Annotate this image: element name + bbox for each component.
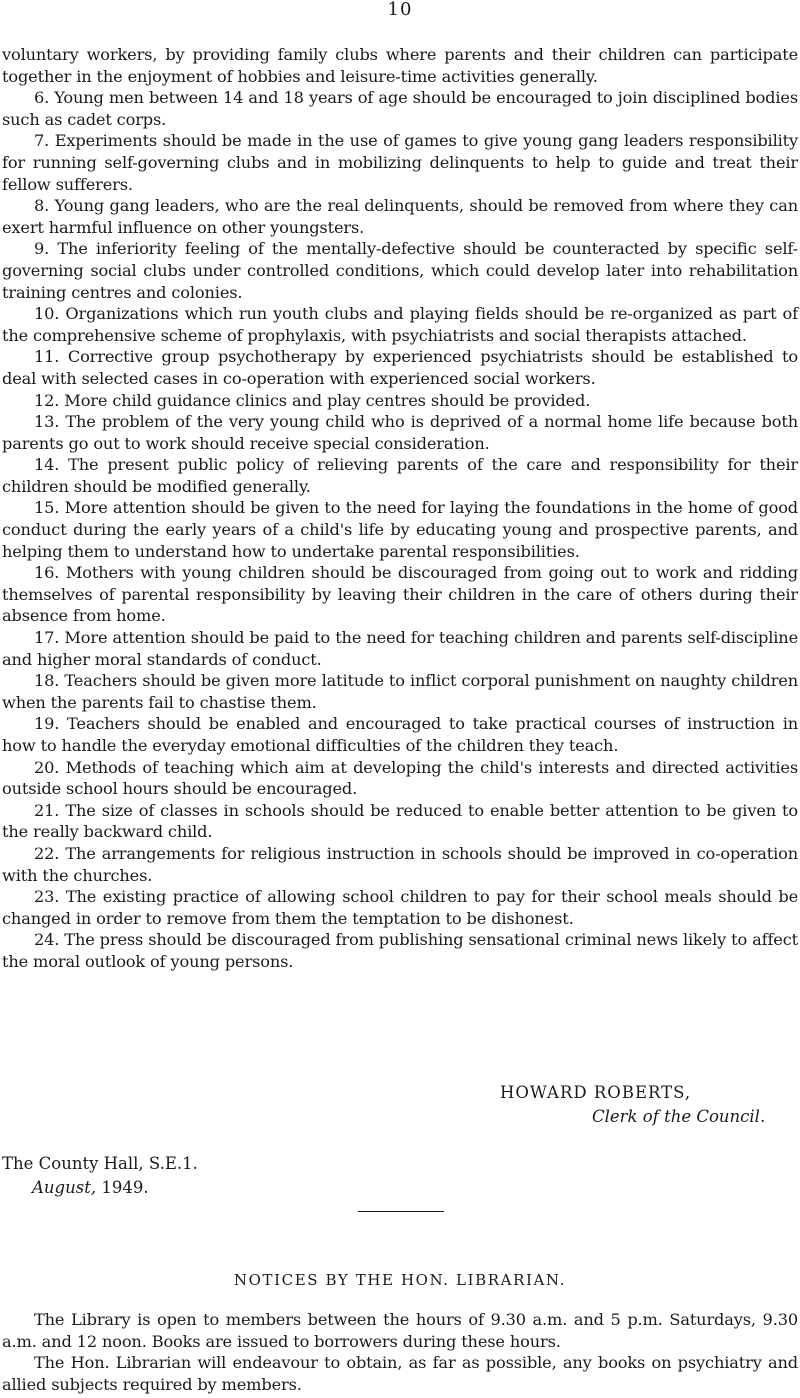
recommendation-13: 13. The problem of the very young child who is deprived of a normal home life because both parents go out to work should receive special consideration. [2,412,798,453]
recommendations-text [2,44,798,973]
signature-block [500,1082,790,1128]
recommendation-10: 10. Organizations which run youth clubs and playing fields should be re-organized as part of the comprehensive scheme of prophylaxis, with psychiatrists and social therapists attached. [2,304,798,345]
notice-text [2,1309,798,1395]
address-block [2,1152,198,1200]
recommendation-16: 16. Mothers with young children should be discouraged from going out to work and ridding themselves of parental responsibility by leaving their children in the care of others during their absence from home. [2,563,798,626]
notice-heading: NOTICES BY THE HON. LIBRARIAN. [233,1271,567,1289]
recommendation-21: 21. The size of classes in schools should be reduced to enable better attention to be given to the really backward child. [2,800,798,842]
recommendation-23: 23. The existing practice of allowing school children to pay for their school meals should be changed in order to remove from them the temptation to be dishonest. [2,887,798,928]
date-month: August, [32,1178,97,1197]
recommendation-14: 14. The present public policy of relieving parents of the care and responsibility for their children should be modified generally. [2,455,798,496]
recommendation-8: 8. Young gang leaders, who are the real delinquents, should be removed from where they can exert harmful influence on other youngsters. [2,196,798,237]
recommendation-22: 22. The arrangements for religious instruction in schools should be improved in co-operation with the churches. [2,843,798,885]
address-place: The County Hall, S.E.1. [2,1154,198,1173]
page-number: 10 [387,0,413,20]
recommendation-18: 18. Teachers should be given more latitude to inflict corporal punishment on naughty children when the parents fail to chastise them. [2,671,798,712]
recommendation-6: 6. Young men between 14 and 18 years of age should be encouraged to join disciplined bodies such as cadet corps. [2,88,798,129]
recommendation-11: 11. Corrective group psychotherapy by experienced psychiatrists should be established to deal with selected cases in co-operation with experienced social workers. [2,347,798,388]
recommendation-24: 24. The press should be discouraged from publishing sensational criminal news likely to affect the moral outlook of young persons. [2,930,798,971]
recommendation-9: 9. The inferiority feeling of the mentally-defective should be counteracted by specific self-governing social clubs under controlled conditions, which could develop later into rehabilitation training centres and colonies. [2,239,798,302]
recommendation-12: 12. More child guidance clinics and play centres should be provided. [34,390,591,410]
section-divider [358,1211,444,1212]
notice-paragraph-books: The Hon. Librarian will endeavour to obtain, as far as possible, any books on psychiatry and allied subjects required by members. [2,1353,798,1394]
address-date [2,1176,198,1200]
signatory-title: Clerk of the Council. [592,1107,766,1126]
date-year: 1949. [101,1178,149,1197]
signatory-name: HOWARD ROBERTS, [500,1083,692,1102]
recommendation-20: 20. Methods of teaching which aim at developing the child's interests and directed activities outside school hours should be encouraged. [2,757,798,799]
recommendation-17: 17. More attention should be paid to the need for teaching children and parents self-discipline and higher moral standards of conduct. [2,628,798,669]
paragraph-continuation: voluntary workers, by providing family clubs where parents and their children can participate together in the enjoyment of hobbies and leisure-time activities generally. [2,45,798,86]
recommendation-15: 15. More attention should be given to the need for laying the foundations in the home of good conduct during the early years of a child's life by educating young and prospective parents, and helping them to understand how to undertake parental responsibilities. [2,498,798,561]
notice-paragraph-hours: The Library is open to members between the hours of 9.30 a.m. and 5 p.m. Saturdays, 9.30 a.m. and 12 noon. Books are issued to borrowers during these hours. [2,1310,798,1351]
recommendation-19: 19. Teachers should be enabled and encouraged to take practical courses of instruction in how to handle the everyday emotional difficulties of the children they teach. [2,714,798,755]
recommendation-7: 7. Experiments should be made in the use of games to give young gang leaders responsibility for running self-governing clubs and in mobilizing delinquents to help to guide and treat their fellow sufferers. [2,131,798,194]
